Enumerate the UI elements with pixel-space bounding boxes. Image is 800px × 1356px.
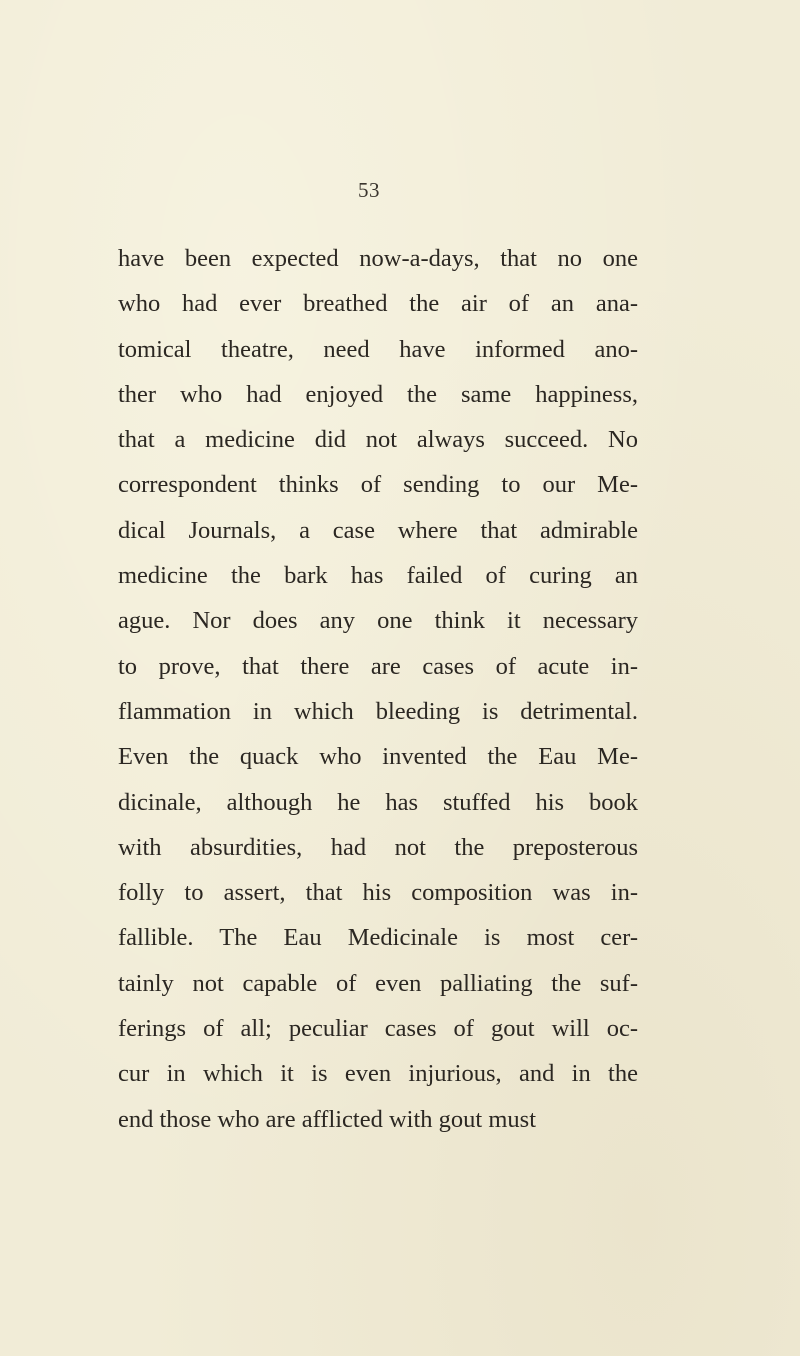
text-line: end those who are afflicted with gout must [118, 1105, 536, 1133]
text-line: who had ever breathed the air of an ana- [118, 290, 638, 318]
text-line: to prove, that there are cases of acute in- [118, 652, 638, 680]
text-line: have been expected now-a-days, that no one [118, 245, 638, 272]
text-line: cur in which it is even injurious, and in the [118, 1060, 638, 1088]
text-line: dical Journals, a case where that admirable [118, 516, 638, 544]
text-line: flammation in which bleeding is detrimental. [118, 697, 638, 725]
text-line: correspondent thinks of sending to our Me- [118, 471, 638, 499]
body-text [118, 236, 638, 1142]
page-number: 53 [358, 178, 380, 202]
text-line: fallible. The Eau Medicinale is most cer- [118, 924, 638, 952]
text-line: ther who had enjoyed the same happiness, [118, 380, 638, 408]
text-line: ague. Nor does any one think it necessary [118, 607, 638, 635]
text-line: with absurdities, had not the preposterous [118, 833, 638, 861]
text-line: ferings of all; peculiar cases of gout will oc- [118, 1015, 638, 1043]
text-line: that a medicine did not always succeed. No [118, 426, 638, 454]
text-line: tainly not capable of even palliating the suf- [118, 969, 638, 997]
text-line: Even the quack who invented the Eau Me- [118, 743, 638, 771]
text-line: medicine the bark has failed of curing an [118, 562, 638, 590]
text-line: tomical theatre, need have informed ano- [118, 335, 638, 363]
text-line: dicinale, although he has stuffed his book [118, 788, 638, 816]
text-line: folly to assert, that his composition was in- [118, 879, 638, 907]
